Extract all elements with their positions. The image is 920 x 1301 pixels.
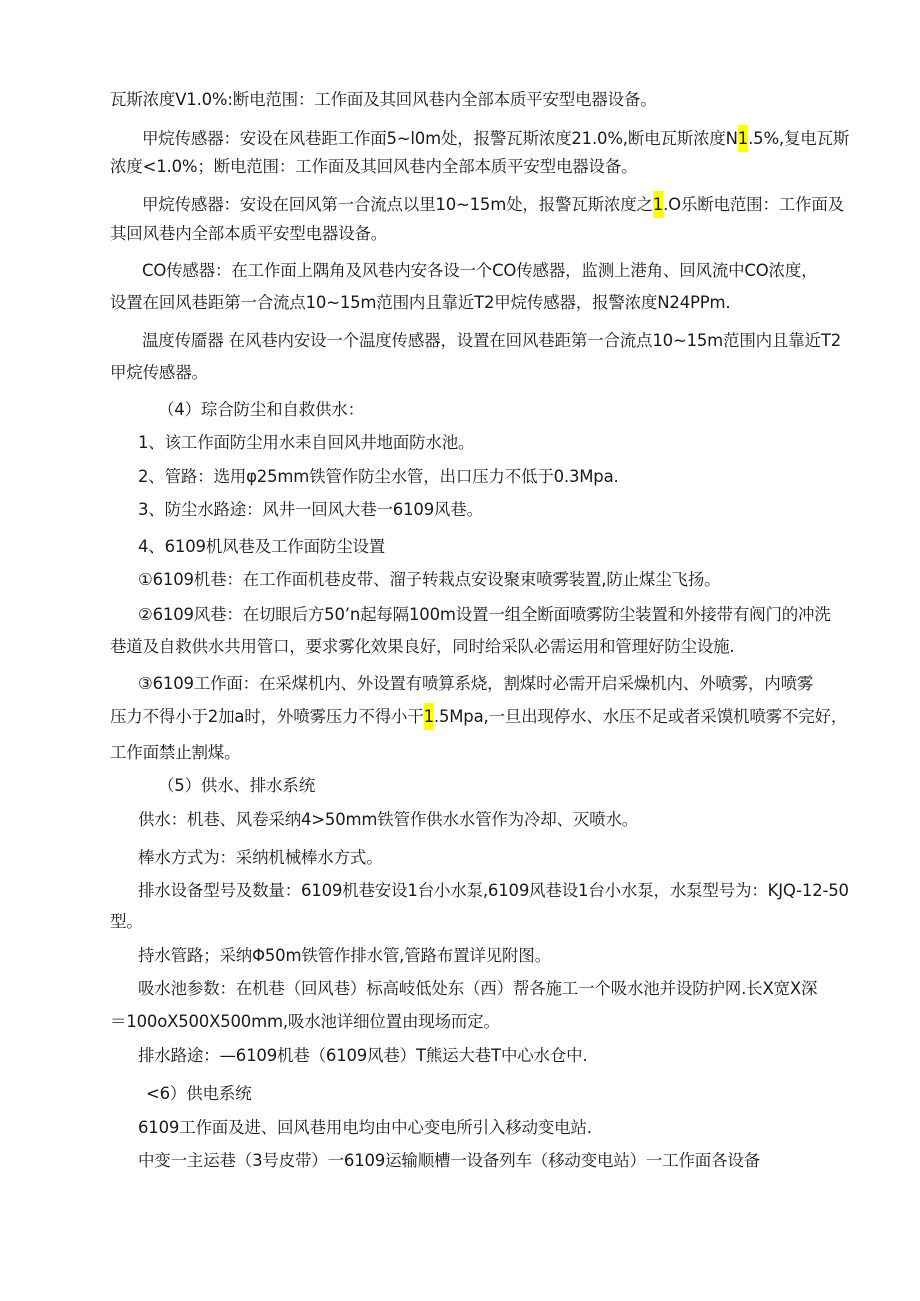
text-line-6: CO传感器：在工作面上隅角及风巷内安各设一个CO传感器，监测上港角、回风流中CO浓度，: [142, 261, 818, 280]
text-line-23: 棒水方式为：采纳机械棒水方式。: [138, 848, 383, 867]
section-heading-6: <6）供电系统: [146, 1084, 252, 1103]
text-line-31: 6109工作面及进、回风巷用电均由中心变电所引入移动变电站.: [138, 1118, 592, 1137]
highlight-mark: 1: [738, 125, 748, 152]
text-line-14: 4、6109机风巷及工作面防尘设置: [138, 537, 386, 556]
text-line-8: 温度传靥器 在风巷内安设一个温度传感器，设置在回风巷距第一合流点10~15m范围内且靠近T2: [142, 331, 842, 350]
text-segment: 甲烷传感器：安设在回风第一合流点以里10~15m处，报警瓦斯浓度之: [142, 195, 653, 214]
text-segment: .5%,复电瓦斯: [748, 129, 850, 148]
text-line-13: 3、防尘水路途：风井一回风大巷一6109风巷。: [138, 500, 483, 519]
text-line-5: 其回风巷内全部本质平安型电器设备。: [110, 224, 388, 243]
text-line-4: [142, 193, 844, 217]
text-line-22: 供水：机巷、风卷采纳4>50mm铁管作供水水管作为冷却、灭喷水。: [138, 810, 639, 829]
text-line-24: 排水设备型号及数量：6109机巷安设1台小水泵,6109风巷设1台小水泵，水泵型号为：KJQ-12-50: [138, 881, 849, 900]
text-segment: 压力不得小于2加a时，外喷雾压力不得小干: [110, 707, 424, 726]
text-line-16: ②6109风巷：在切眼后方50’n起每隔100m设置一组全断面喷雾防尘装置和外接带有阀门的冲洗: [138, 605, 831, 624]
text-line-25: 型。: [110, 912, 143, 931]
text-line-32: 中变一主运巷（3号皮带）一6109运输顺槽一设备列车（移动变电站）一工作面各设备: [138, 1151, 760, 1170]
text-line-27: 吸水池参数：在机巷（回风巷）标高岐低处东（西）帮各施工一个吸水池并设防护网.长X宽X深: [138, 979, 818, 998]
text-line-29: 排水路途：—6109机巷（6109风巷）T熊运大巷T中心水仓中.: [138, 1046, 588, 1065]
text-line-3: 浓度<1.0%；断电范围：工作面及其回风巷内全部本质平安型电器设备。: [110, 157, 638, 176]
text-line-17: 巷道及自救供水共用管口，要求雾化效果良好，同时给采队必需运用和管理好防尘设施.: [110, 637, 735, 656]
text-line-26: 持水管路；采纳Φ50m铁管作排水管,管路布置详见附图。: [138, 946, 551, 965]
text-line-2: [142, 127, 849, 151]
text-line-15: ①6109机巷：在工作面机巷皮带、溜子转栽点安设聚束喷雾装置,防止煤尘飞扬。: [138, 570, 721, 589]
text-line-20: 工作面禁止割煤。: [110, 743, 241, 762]
text-line-1: 瓦斯浓度V1.0%:断电范围：工作面及其回风巷内全部本质平安型电器设备。: [110, 90, 657, 109]
section-heading-4: （4）琮合防尘和自救供水：: [158, 400, 364, 419]
section-heading-5: （5）供水、排水系统: [158, 776, 315, 795]
text-line-19: [110, 705, 847, 729]
text-segment: .5Mpa,一旦出现停水、水压不足或者采馍机喷雾不完好，: [433, 707, 848, 726]
text-line-11: 1、该工作面防尘用水耒自回风井地面防水池。: [138, 433, 475, 452]
text-line-7: 设置在回风巷距第一合流点10~15m范围内且靠近T2甲烷传感器，报警浓度N24PPm.: [110, 293, 731, 312]
text-line-28: ＝100oX500X500mm,吸水池详细位置由现场而定。: [110, 1012, 500, 1031]
highlight-mark: 1: [653, 191, 663, 218]
highlight-mark: 1: [424, 703, 434, 730]
text-segment: .O乐断电范围：工作面及: [663, 195, 844, 214]
text-line-18: ③6109工作面：在采煤机内、外设置有喷算系烧，割煤时必需开启采燥机内、外喷雾，内喷雾: [138, 674, 814, 693]
text-line-9: 甲烷传感器。: [110, 363, 208, 382]
text-line-12: 2、管路：选用φ25mm铁管作防尘水管，出口压力不低于0.3Mpa.: [138, 467, 619, 486]
text-segment: 甲烷传感器：安设在风巷距工作面5~l0m处，报警瓦斯浓度21.0%,断电瓦斯浓度N: [142, 129, 738, 148]
